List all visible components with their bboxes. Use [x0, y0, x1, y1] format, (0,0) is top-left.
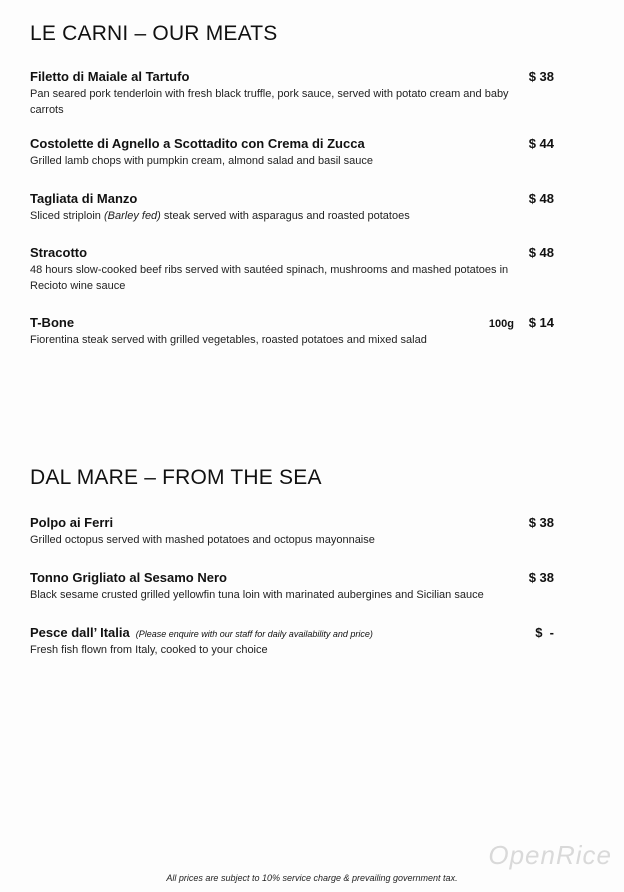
- dish-description: Pan seared pork tenderloin with fresh black truffle, pork sauce, served with potato cream and baby carrots: [30, 88, 509, 116]
- dish-description: Black sesame crusted grilled yellowfin tuna loin with marinated aubergines and Sicilian sauce: [30, 589, 484, 601]
- section-title-meats: LE CARNI – OUR MEATS: [30, 22, 278, 45]
- menu-item: [30, 68, 560, 118]
- dish-price: $ 48: [528, 191, 554, 206]
- dish-description: Grilled octopus served with mashed potatoes and octopus mayonnaise: [30, 534, 375, 546]
- menu-item: [30, 314, 560, 348]
- dish-price: $ 44: [528, 136, 554, 151]
- dish-name: Tonno Grigliato al Sesamo Nero: [30, 570, 227, 585]
- menu-item: [30, 190, 560, 224]
- dish-weight: 100g: [488, 318, 514, 330]
- dish-name: T-Bone: [30, 315, 75, 330]
- openrice-watermark: OpenRice: [488, 840, 612, 870]
- menu-item: [30, 244, 560, 294]
- menu-item: [30, 569, 560, 603]
- dish-name: Filetto di Maiale al Tartufo: [30, 69, 190, 84]
- section-title-sea: DAL MARE – FROM THE SEA: [30, 466, 322, 489]
- dish-note: (Please enquire with our staff for daily availability and price): [135, 629, 373, 639]
- dish-description: Grilled lamb chops with pumpkin cream, almond salad and basil sauce: [30, 155, 374, 167]
- dish-description: Fiorentina steak served with grilled vegetables, roasted potatoes and mixed salad: [30, 334, 427, 346]
- dish-description: Fresh fish flown from Italy, cooked to your choice: [30, 644, 268, 656]
- dish-description: 48 hours slow-cooked beef ribs served with sautéed spinach, mushrooms and mashed potatoes in Recioto wine sauce: [30, 264, 509, 292]
- dish-name: Stracotto: [30, 245, 88, 260]
- menu-item: [30, 624, 560, 658]
- menu-item: [30, 135, 560, 169]
- dish-price: $ 38: [528, 69, 554, 84]
- dish-description: Sliced striploin (Barley fed) steak served with asparagus and roasted potatoes: [30, 210, 410, 222]
- dish-price: $ 38: [528, 515, 554, 530]
- dish-name: Tagliata di Manzo: [30, 191, 138, 206]
- dish-price: $ -: [535, 625, 554, 640]
- dish-price: $ 14: [528, 315, 554, 330]
- dish-name: Costolette di Agnello a Scottadito con Crema di Zucca: [30, 136, 365, 151]
- footer-note: All prices are subject to 10% service charge & prevailing government tax.: [166, 873, 458, 883]
- dish-price: $ 48: [528, 245, 554, 260]
- dish-price: $ 38: [528, 570, 554, 585]
- dish-name: Polpo ai Ferri: [30, 515, 114, 530]
- menu-item: [30, 514, 560, 548]
- dish-name: Pesce dall’ Italia: [30, 625, 130, 640]
